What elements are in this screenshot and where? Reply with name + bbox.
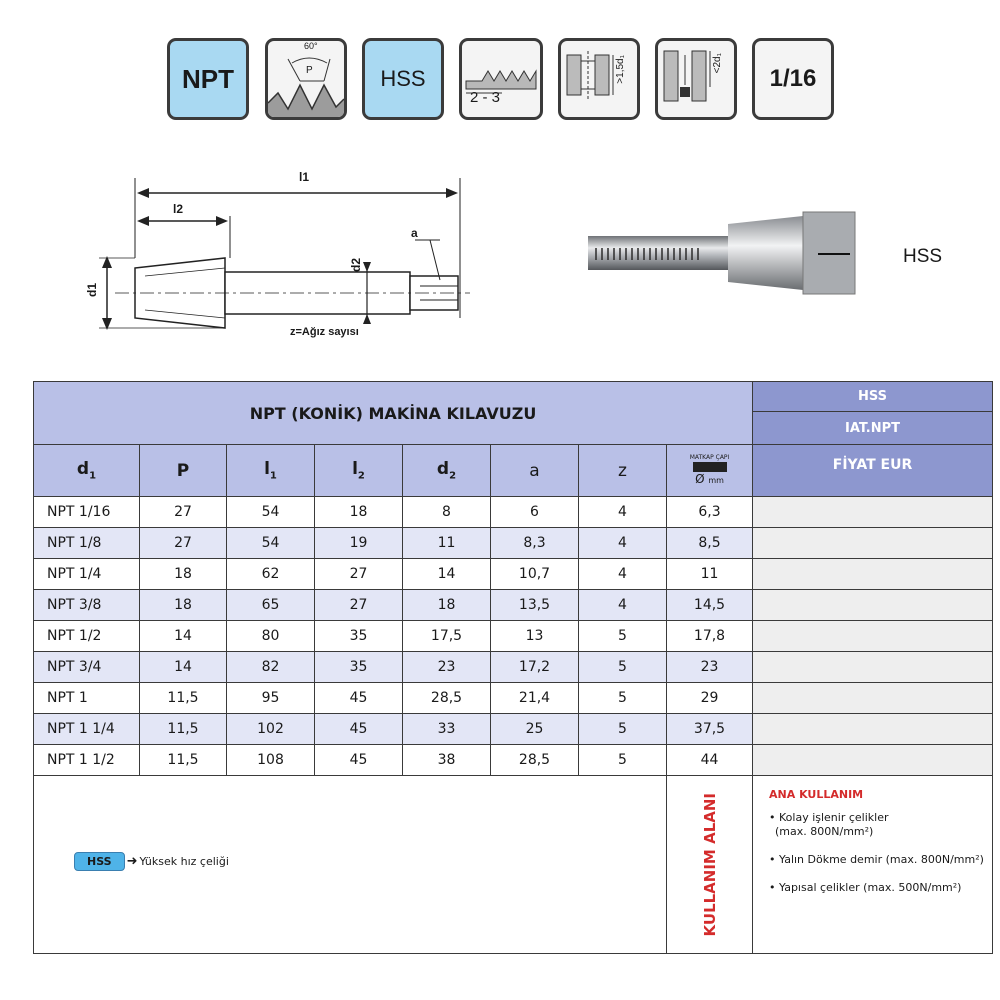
value-cell: 14 [403,559,491,590]
table-title: NPT (KONİK) MAKİNA KILAVUZU [34,382,753,445]
value-cell: 4 [579,497,667,528]
value-cell: 27 [315,559,403,590]
column-header: $l_1$ [227,445,315,497]
hss-label: HSS [380,66,426,91]
usage-item-note: (max. 800N/mm²) [775,825,874,838]
drill-unit: mm [708,475,724,485]
value-cell: 27 [315,590,403,621]
drill-bit-icon [693,462,727,472]
size-cell: NPT 3/4 [34,652,140,683]
value-cell: 82 [227,652,315,683]
price-cell [753,714,993,745]
value-cell: 5 [579,621,667,652]
value-cell: 44 [667,745,753,776]
value-cell: 5 [579,683,667,714]
value-cell: 102 [227,714,315,745]
size-label: 1/16 [769,65,817,92]
arrow-right-icon: ➜ [126,854,138,869]
value-cell: 18 [403,590,491,621]
value-cell: 23 [667,652,753,683]
d1-label: d1 [85,282,100,298]
table-row [34,528,993,559]
size-cell: NPT 1/2 [34,621,140,652]
usage-item: • Kolay işlenir çelikler [769,811,889,824]
table-row [34,621,993,652]
value-cell: 18 [140,590,227,621]
value-cell: 5 [579,652,667,683]
value-cell: 5 [579,745,667,776]
value-cell: 8 [403,497,491,528]
value-cell: 62 [227,559,315,590]
column-header: $d_1$ [34,445,140,497]
blind-hole-icon [558,38,640,120]
table-row [34,590,993,621]
value-cell: 25 [491,714,579,745]
legend [74,852,229,871]
value-cell: 4 [579,528,667,559]
size-cell: NPT 1 1/4 [34,714,140,745]
z-note: z=Ağız sayısı [290,326,359,338]
value-cell: 54 [227,528,315,559]
angle-label: 60° [304,41,318,51]
size-icon [752,38,834,120]
legend-text: Yüksek hız çeliği [139,855,229,868]
table-row [34,497,993,528]
diameter-symbol: Ø [695,471,705,486]
size-cell: NPT 1/4 [34,559,140,590]
value-cell: 23 [403,652,491,683]
usage-cell [753,776,993,954]
value-cell: 33 [403,714,491,745]
usage-title: ANA KULLANIM [769,788,864,801]
price-cell [753,683,993,714]
l1-label: l1 [299,170,310,184]
usage-item: • Yalın Dökme demir (max. 800N/mm²) [769,853,984,866]
drill-caption: MATKAP ÇAPI [689,453,730,461]
blind-depth-label: >1,5d₁ [615,55,626,84]
size-cell: NPT 3/8 [34,590,140,621]
tap-photo [588,210,860,296]
value-cell: 13 [491,621,579,652]
value-cell: 95 [227,683,315,714]
pitch-label: P [306,65,313,76]
column-header: $d_2$ [403,445,491,497]
value-cell: 54 [227,497,315,528]
value-cell: 35 [315,621,403,652]
size-cell: NPT 1/16 [34,497,140,528]
size-cell: NPT 1 1/2 [34,745,140,776]
material-header: HSS [753,382,993,412]
price-cell [753,652,993,683]
code-header: IAT.NPT [753,412,993,445]
value-cell: 11,5 [140,683,227,714]
value-cell: 11 [403,528,491,559]
value-cell: 10,7 [491,559,579,590]
price-cell [753,745,993,776]
column-header: a [491,445,579,497]
table-row [34,652,993,683]
value-cell: 18 [315,497,403,528]
value-cell: 14,5 [667,590,753,621]
value-cell: 28,5 [403,683,491,714]
a-label: a [411,226,418,240]
value-cell: 17,2 [491,652,579,683]
table-row [34,683,993,714]
price-cell [753,621,993,652]
price-cell [753,497,993,528]
table-row [34,745,993,776]
value-cell: 45 [315,745,403,776]
npt-icon [167,38,249,120]
value-cell: 37,5 [667,714,753,745]
value-cell: 6 [491,497,579,528]
value-cell: 18 [140,559,227,590]
tap-drawing [85,168,480,348]
column-header: z [579,445,667,497]
value-cell: 11,5 [140,714,227,745]
drill-diameter-header [667,445,753,497]
footer-row [34,776,993,954]
column-header: P [140,445,227,497]
price-cell [753,590,993,621]
value-cell: 14 [140,621,227,652]
value-cell: 13,5 [491,590,579,621]
price-cell [753,559,993,590]
usage-vertical-label: KULLANIM ALANI [700,792,719,937]
l2-label: l2 [173,202,184,216]
value-cell: 4 [579,590,667,621]
size-cell: NPT 1 [34,683,140,714]
price-header: FİYAT EUR [753,445,993,497]
column-header-row [34,445,993,497]
chamfer-icon [459,38,543,120]
through-hole-icon [655,38,737,120]
price-cell [753,528,993,559]
spec-table [33,381,993,954]
value-cell: 45 [315,683,403,714]
value-cell: 17,5 [403,621,491,652]
legend-cell [34,776,667,954]
thread-profile-icon [265,38,347,120]
photo-material-label: HSS [903,246,943,267]
value-cell: 35 [315,652,403,683]
value-cell: 80 [227,621,315,652]
chamfer-label: 2 - 3 [470,89,501,106]
d2-label: d2 [349,257,364,273]
usage-item: • Yapısal çelikler (max. 500N/mm²) [769,881,962,894]
value-cell: 6,3 [667,497,753,528]
value-cell: 65 [227,590,315,621]
value-cell: 29 [667,683,753,714]
table-row [34,714,993,745]
npt-label: NPT [182,63,234,94]
value-cell: 8,3 [491,528,579,559]
value-cell: 108 [227,745,315,776]
value-cell: 28,5 [491,745,579,776]
value-cell: 4 [579,559,667,590]
column-header: $l_2$ [315,445,403,497]
value-cell: 11,5 [140,745,227,776]
size-cell: NPT 1/8 [34,528,140,559]
usage-vertical-cell [667,776,753,954]
through-depth-label: <2d₁ [712,53,723,74]
value-cell: 8,5 [667,528,753,559]
value-cell: 19 [315,528,403,559]
hss-icon [362,38,444,120]
value-cell: 21,4 [491,683,579,714]
legend-hss-badge: HSS [74,852,125,871]
value-cell: 27 [140,497,227,528]
value-cell: 11 [667,559,753,590]
table-row [34,559,993,590]
value-cell: 45 [315,714,403,745]
value-cell: 5 [579,714,667,745]
value-cell: 17,8 [667,621,753,652]
value-cell: 27 [140,528,227,559]
value-cell: 14 [140,652,227,683]
value-cell: 38 [403,745,491,776]
